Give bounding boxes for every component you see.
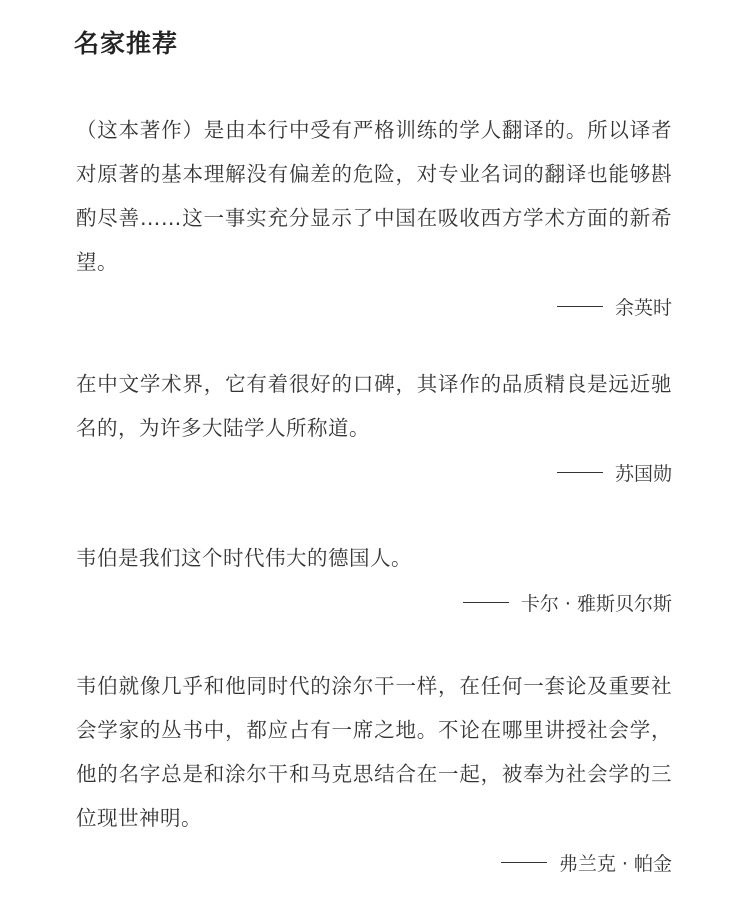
quote-author: 苏国勋 — [614, 462, 672, 485]
quote-text: 韦伯就像几乎和他同时代的涂尔干一样，在任何一套论及重要社会学家的丛书中，都应占有一席之地。不论在哪里讲授社会学，他的名字总是和涂尔干和马克思结合在一起，被奉为社会学的三位现世神明。 — [76, 674, 672, 830]
quote-text: （这本著作）是由本行中受有严格训练的学人翻译的。所以译者对原著的基本理解没有偏差的危险，对专业名词的翻译也能够斟酌尽善……这一事实充分显示了中国在吸收西方学术方面的新希望。 — [76, 118, 672, 274]
quote-author: 余英时 — [614, 296, 672, 319]
quote-text: 韦伯是我们这个时代伟大的德国人。 — [76, 546, 412, 570]
section-title: 名家推荐 — [74, 29, 179, 58]
quote-author: 卡尔 · 雅斯贝尔斯 — [520, 592, 672, 615]
em-dash — [557, 306, 603, 307]
quote-attribution — [76, 580, 672, 624]
quote-text: 在中文学术界，它有着很好的口碑，其译作的品质精良是远近驰名的，为许多大陆学人所称道。 — [76, 372, 672, 440]
quote-block — [76, 108, 672, 328]
quote-block — [76, 362, 672, 494]
em-dash — [501, 862, 547, 863]
quote-attribution — [76, 840, 672, 884]
quote-block — [76, 664, 672, 884]
quote-attribution — [76, 450, 672, 494]
em-dash — [557, 472, 603, 473]
quote-block — [76, 536, 672, 624]
quote-attribution — [76, 284, 672, 328]
em-dash — [463, 602, 509, 603]
quote-author: 弗兰克 · 帕金 — [558, 852, 672, 875]
